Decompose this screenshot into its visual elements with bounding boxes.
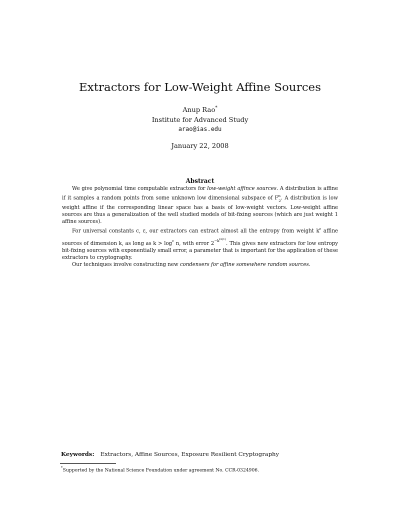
abstract-text: Our techniques involve constructing new <box>72 262 180 269</box>
abstract-paragraph-1 <box>62 186 338 226</box>
abstract-text: We give polynomial time computable extractors for <box>72 186 208 192</box>
abstract-emphasis: low-weight affince sources. <box>207 186 279 192</box>
footnote <box>61 466 259 474</box>
abstract-text: For universal constants c, ε, our extractors can extract almost all the entropy from weight k <box>72 228 320 235</box>
institution: Institute for Advanced Study <box>151 116 249 124</box>
author <box>0 106 400 114</box>
author-name: Anup Rao <box>182 106 216 115</box>
footnote-mark: * <box>61 466 63 470</box>
abstract-text: n, with error 2 <box>174 240 215 247</box>
keywords-label: Keywords: <box>61 452 95 458</box>
abstract-text: affine sources of dimension k, as long as k > log <box>62 228 338 247</box>
paper-date: January 22, 2008 <box>171 142 229 150</box>
footnote-text: Supported by the National Science Foundation under agreement No. CCR-0324906. <box>62 468 260 474</box>
field-superscript: n <box>278 194 281 199</box>
abstract-emphasis: condensers for affine somewhere random sources. <box>179 262 311 269</box>
keywords-line <box>61 452 279 458</box>
abstract-body <box>62 186 338 269</box>
abstract-paragraph-3 <box>62 262 338 269</box>
keywords-list: Extractors, Affine Sources, Exposure Resilient Cryptography <box>100 452 280 458</box>
error-inner-exponent: Ω(1) <box>219 236 227 241</box>
field-subscript: 2 <box>278 198 281 203</box>
weight-superscript: ε <box>319 227 322 232</box>
abstract-text: . This gives new extractors for low entropy bit-fixing sources with exponentially small error, a parameter that is important for the application of these extractors to cryptography. <box>62 240 338 262</box>
author-email: arao@ias.edu <box>178 126 222 133</box>
error-exponent: −k <box>214 239 220 244</box>
paper-title: Extractors for Low-Weight Affine Sources <box>79 80 321 94</box>
abstract-heading: Abstract <box>185 178 215 185</box>
footnote-rule <box>60 463 116 464</box>
error-superscript <box>214 236 227 244</box>
abstract-text: . A distribution is low weight affine if the corresponding linear space has a basis of low-weight vectors. Low-weight affine sources are thus a generalization of the well studied models of bit-fixing sources (which are just weight 1 affine sources). <box>62 195 338 226</box>
author-footnote-mark: * <box>215 106 218 111</box>
log-superscript: c <box>172 239 175 244</box>
abstract-paragraph-2 <box>62 226 338 262</box>
abstract-text: A distribution is affine if it samples a random points from some unknown low dimensional subspace of F <box>62 186 338 202</box>
